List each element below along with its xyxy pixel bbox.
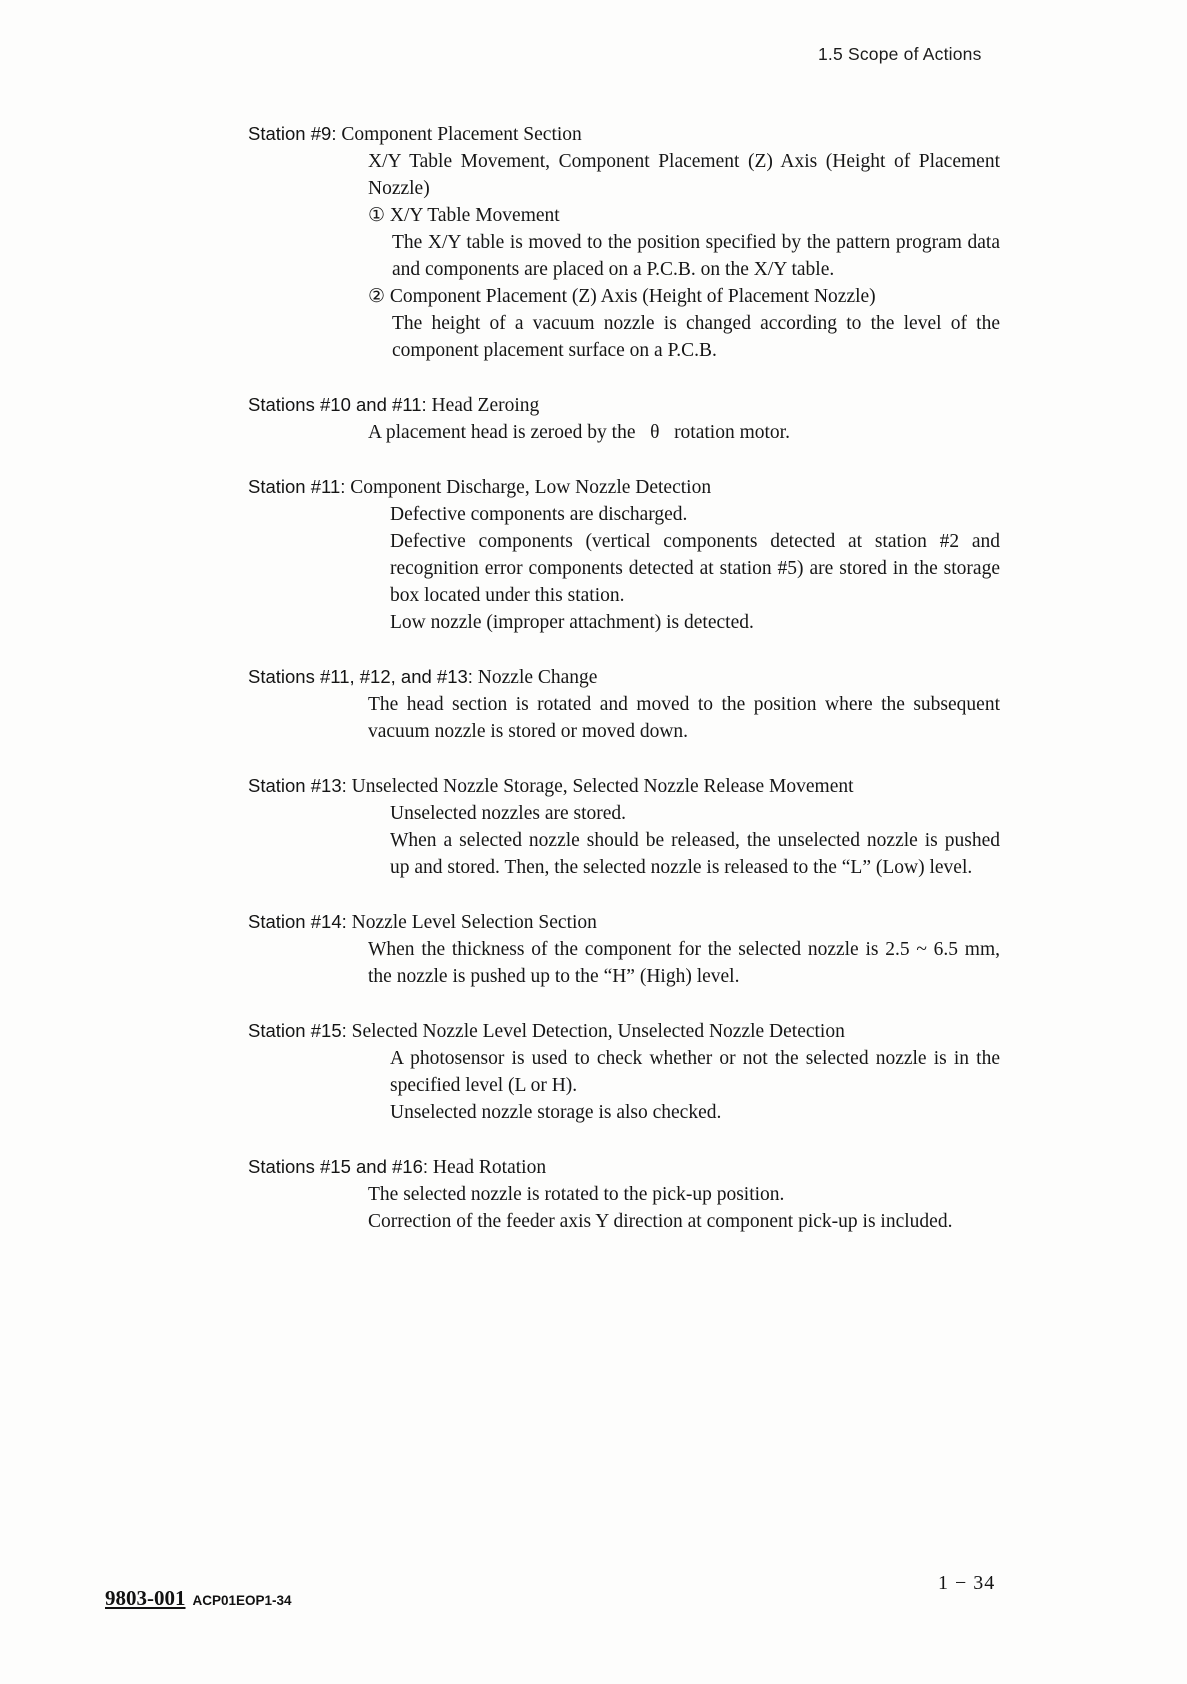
station-label: Stations #15 and #16: <box>248 1156 429 1177</box>
bullet-item <box>368 827 1000 881</box>
bullet-text <box>390 609 1000 636</box>
numbered-item-heading <box>368 283 1000 310</box>
numbered-item-text: The height of a vacuum nozzle is changed according to the level of the component placement surface on a P.C.B. <box>392 313 1000 361</box>
station-section <box>248 473 1000 636</box>
bullet-text <box>390 800 1000 827</box>
section-heading <box>248 663 1000 691</box>
bullet-text <box>390 501 1000 609</box>
section-heading <box>248 473 1000 501</box>
station-section <box>248 772 1000 881</box>
page-number: 1 − 34 <box>938 1572 996 1594</box>
section-heading <box>248 1153 1000 1181</box>
bullet-icon <box>368 1099 390 1108</box>
station-title: Component Placement Section <box>341 124 582 145</box>
station-section <box>248 663 1000 745</box>
numbered-item-title: Component Placement (Z) Axis (Height of Placement Nozzle) <box>389 286 876 307</box>
bullet-paragraph: Low nozzle (improper attachment) is detected. <box>390 612 754 633</box>
bullet-paragraph: Defective components are discharged. <box>390 504 688 525</box>
bullet-item <box>368 1045 1000 1099</box>
footer-doc-code <box>105 1586 292 1611</box>
station-label: Stations #11, #12, and #13: <box>248 666 473 687</box>
bullet-paragraph: When a selected nozzle should be released, the unselected nozzle is pushed up and stored. Then, the selected nozzle is released to the “L” (Low) level. <box>390 830 1000 878</box>
section-heading <box>248 908 1000 936</box>
station-label: Stations #10 and #11: <box>248 394 427 415</box>
circled-number-icon: ② <box>368 285 386 307</box>
bullet-paragraph: Unselected nozzle storage is also checked. <box>390 1102 722 1123</box>
section-body <box>368 1181 1000 1235</box>
station-label: Station #15: <box>248 1020 347 1041</box>
section-header-text: 1.5 Scope of Actions <box>818 44 982 64</box>
station-title: Component Discharge, Low Nozzle Detection <box>350 477 712 498</box>
numbered-item <box>368 202 1000 283</box>
bullet-continuation: Defective components (vertical components detected at station #2 and recognition error components detected at station #5) are stored in the storage box located under this station. <box>390 531 1000 606</box>
bullet-text <box>390 1099 1000 1126</box>
section-body <box>368 148 1000 364</box>
section-body <box>368 800 1000 881</box>
station-title: Nozzle Change <box>477 667 598 688</box>
paragraph: A placement head is zeroed by the θ rotation motor. <box>368 422 790 443</box>
station-section <box>248 120 1000 364</box>
doc-sub-code: ACP01EOP1-34 <box>192 1593 292 1608</box>
numbered-item-heading <box>368 202 1000 229</box>
sections <box>248 120 1000 1262</box>
station-title: Unselected Nozzle Storage, Selected Nozzle Release Movement <box>351 776 854 797</box>
station-label: Station #14: <box>248 911 347 932</box>
page-header <box>818 44 982 65</box>
doc-code: 9803-001 <box>105 1586 186 1610</box>
section-heading <box>248 391 1000 419</box>
station-label: Station #13: <box>248 775 347 796</box>
station-label: Station #9: <box>248 123 337 144</box>
paragraph: X/Y Table Movement, Component Placement (Z) Axis (Height of Placement Nozzle) <box>368 151 1000 199</box>
bullet-paragraph: A photosensor is used to check whether or not the selected nozzle is in the specified level (L or H). <box>390 1048 1000 1096</box>
section-heading <box>248 120 1000 148</box>
circled-number-icon: ① <box>368 204 386 226</box>
bullet-paragraph: Unselected nozzles are stored. <box>390 803 627 824</box>
bullet-icon <box>368 827 390 836</box>
bullet-item <box>368 1099 1000 1126</box>
station-section <box>248 1017 1000 1126</box>
numbered-item-text: The X/Y table is moved to the position specified by the pattern program data and components are placed on a P.C.B. on the X/Y table. <box>392 232 1000 280</box>
bullet-icon <box>368 800 390 809</box>
numbered-item-title: X/Y Table Movement <box>389 205 560 226</box>
station-title: Selected Nozzle Level Detection, Unselected Nozzle Detection <box>351 1021 845 1042</box>
section-body <box>368 501 1000 636</box>
station-section <box>248 908 1000 990</box>
bullet-item <box>368 800 1000 827</box>
station-title: Head Zeroing <box>431 395 540 416</box>
station-title: Nozzle Level Selection Section <box>351 912 597 933</box>
section-heading <box>248 772 1000 800</box>
paragraph: When the thickness of the component for the selected nozzle is 2.5 ~ 6.5 mm, the nozzle is pushed up to the “H” (High) level. <box>368 939 1000 987</box>
station-title: Head Rotation <box>432 1157 547 1178</box>
section-body <box>368 419 1000 446</box>
bullet-icon <box>368 1045 390 1054</box>
paragraph: The selected nozzle is rotated to the pick-up position. <box>368 1184 785 1205</box>
section-heading <box>248 1017 1000 1045</box>
paragraph: Correction of the feeder axis Y direction at component pick-up is included. <box>368 1211 953 1232</box>
bullet-icon <box>368 609 390 618</box>
bullet-text <box>390 1045 1000 1099</box>
numbered-item <box>368 283 1000 364</box>
bullet-item <box>368 609 1000 636</box>
paragraph: The head section is rotated and moved to the position where the subsequent vacuum nozzle is stored or moved down. <box>368 694 1000 742</box>
section-body <box>368 936 1000 990</box>
section-body <box>368 1045 1000 1126</box>
section-body <box>368 691 1000 745</box>
station-section <box>248 1153 1000 1235</box>
bullet-text <box>390 827 1000 881</box>
station-label: Station #11: <box>248 476 346 497</box>
bullet-icon <box>368 501 390 510</box>
station-section <box>248 391 1000 446</box>
bullet-item <box>368 501 1000 609</box>
